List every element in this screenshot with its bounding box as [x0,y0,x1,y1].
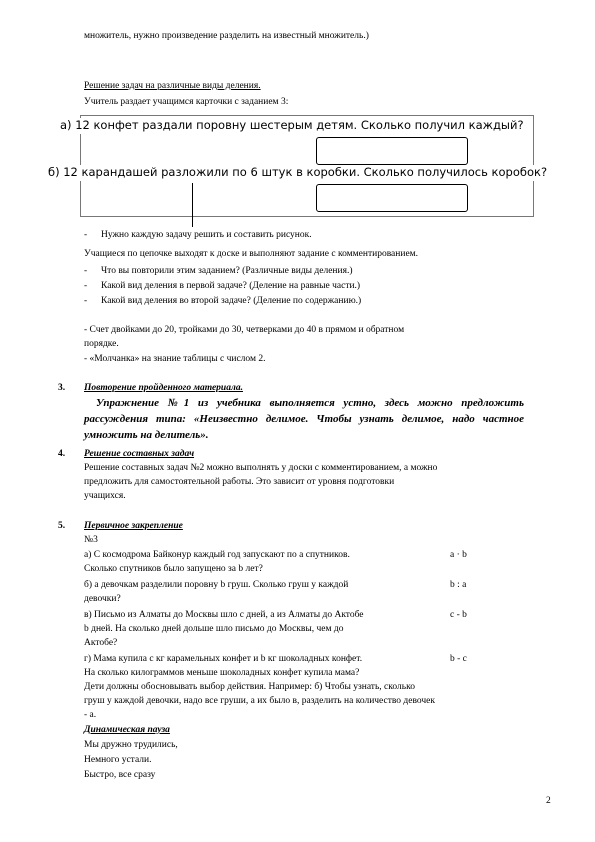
section-title: Решение задач на различные виды деления. [84,81,261,91]
answer-b: b : a [450,580,467,590]
justify-line-1: Дети должны обосновывать выбор действия. Например: б) Чтобы узнать, сколько [84,682,415,692]
dash-1: - [84,230,88,240]
section-5-number: 5. [58,521,66,531]
section-5-title: Первичное закрепление [84,521,183,531]
teacher-line: Учитель раздает учащимся карточки с заданием 3: [84,97,289,107]
task-b: б) 12 карандашей разложили по 6 штук в коробки. Сколько получилось коробок? [48,165,548,179]
section-4-body-1: Решение составных задач №2 можно выполнять у доски с комментированием, а можно [84,463,438,473]
justify-line-3: - а. [84,710,97,720]
answer-a: a · b [450,550,467,560]
answer-d: b - c [450,654,467,664]
exercise-number: №3 [84,535,98,545]
pointer-line [192,183,193,227]
justify-line-2: груш у каждой девочки, надо все груши, а их было в, разделить на количество девочек [84,696,436,706]
section-3-number: 3. [58,383,66,393]
problem-c-3: Актобе? [84,638,118,648]
task-a: а) 12 конфет раздали поровну шестерым детям. Сколько получил каждый? [60,118,524,132]
problem-b-1: б) a девочкам разделили поровну b груш. Сколько груш у каждой [84,580,349,590]
poem-line: Мы дружно трудились, [84,740,178,750]
section-4-body-2: предложить для самостоятельной работы. Это зависит от уровня подготовки [84,477,395,487]
problem-d-2: На сколько килограммов меньше шоколадных конфет купила мама? [84,668,360,678]
answer-box-a [316,137,468,165]
section-3-title: Повторение пройденного материала. [84,383,243,393]
problem-b-2: девочки? [84,594,121,604]
problem-a-1: а) С космодрома Байконур каждый год запускают по a спутников. [84,550,350,560]
section-4-title: Решение составных задач [84,449,195,459]
instruction: Нужно каждую задачу решить и составить рисунок. [101,230,312,240]
question-item: Что вы повторили этим заданием? (Различные виды деления.) [101,266,353,276]
section-3-body: Упражнение №1 из учебника выполняется устно, здесь можно предложить рассуждения типа: «Неизвестно делимое. Чтобы узнать делимое, надо частное умножить на делитель». [84,397,524,441]
poem-line: Быстро, все сразу [84,770,156,780]
problem-a-2: Сколько спутников было запущено за b лет? [84,564,263,574]
section-4-number: 4. [58,449,66,459]
section-4-body-3: учащихся. [84,491,126,501]
top-line: множитель, нужно произведение разделить на известный множитель.) [84,31,369,41]
problem-c-1: в) Письмо из Алматы до Москвы шло c дней, а из Алматы до Актобе [84,610,364,620]
counting-line-1: - Счет двойками до 20, тройками до 30, четверками до 40 в прямом и обратном [84,325,405,335]
problem-d-1: г) Мама купила c кг карамельных конфет и b кг шоколадных конфет. [84,654,363,664]
page-number: 2 [546,796,551,806]
answer-c: c - b [450,610,467,620]
question-item: Какой вид деления во второй задаче? (Деление по содержанию.) [101,296,362,306]
pause-title: Динамическая пауза [84,725,170,735]
problem-c-2: b дней. На сколько дней дольше шло письмо до Москвы, чем до [84,624,344,634]
molchanka-line: - «Молчанка» на знание таблицы с числом 2. [84,354,266,364]
question-item: Какой вид деления в первой задаче? (Деление на равные части.) [101,281,361,291]
poem-line: Немного устали. [84,755,152,765]
answer-box-b [316,184,468,212]
chain-line: Учащиеся по цепочке выходят к доске и выполняют задание с комментированием. [84,249,419,259]
counting-line-2: порядке. [84,339,119,349]
